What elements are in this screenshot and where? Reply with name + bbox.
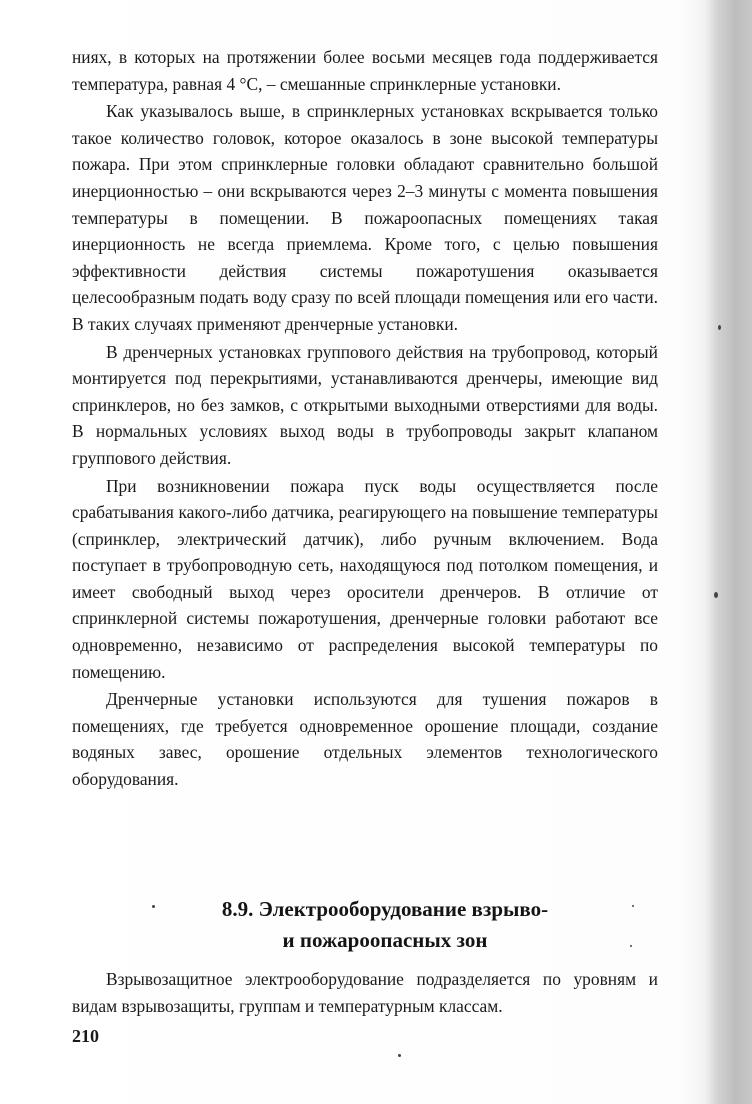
scan-speck [714,592,718,598]
scan-speck [152,905,155,908]
scan-speck [718,325,721,330]
paragraph-sprinkler-inertia: Как указывалось выше, в спринклерных установках вскрывается только такое количество головок, которое оказалось в зоне высокой температуры пожара. При этом спринклерные головки обладают сравнительно большой инерционностью – они вскрываются через 2–3 минуты с момента повышения температуры в помещении. В пожароопасных помещениях такая инерционность не всегда приемлема. Кроме того, с целью повышения эффективности действия системы пожаротушения оказывается целесообразным подать воду сразу по всей площади помещения или его части. В таких случаях применяют дренчерные установки. [72,101,658,334]
section-heading [72,894,658,956]
scan-speck [632,905,634,907]
scan-speck [630,945,632,947]
paragraph-explosion-proof: Взрывозащитное электрооборудование подразделяется по уровням и видам взрывозащиты, группам и температурным классам. [72,969,658,1016]
paragraph-deluge-usage: Дренчерные установки используются для тушения пожаров в помещениях, где требуется одновременное орошение площади, создание водяных завес, орошение отдельных элементов технологического оборудования. [72,689,658,790]
section-body [72,966,658,1019]
paragraph-deluge-group: В дренчерных установках группового действия на трубопровод, который монтируется под перекрытиями, устанавливаются дренчеры, имеющие вид спринклеров, но без замков, с открытыми выходными отверстиями для воды. В нормальных условиях выход воды в трубопроводы закрыт клапаном группового действия. [72,341,658,468]
paragraph-fire-start: При возникновении пожара пуск воды осуществляется после срабатывания какого-либо датчика, реагирующего на повышение температуры (спринклер, электрический датчик), либо ручным включением. Вода поступает в трубопроводную сеть, находящуюся под потолком помещения, и имеет свободный выход через оросители дренчеров. В отличие от спринклерной системы пожаротушения, дренчерные головки работают все одновременно, независимо от распределения высокой температуры по помещению. [72,475,658,682]
section-heading-line-2: и пожароопасных зон [282,928,488,952]
body-text [72,44,658,793]
page-number: 210 [72,1026,99,1046]
scan-speck [398,1054,401,1057]
paragraph-continuation: ниях, в которых на протяжении более восьми месяцев года поддерживается температура, равная 4 °С, – смешанные спринклерные установки. [72,47,658,94]
section-heading-line-1: 8.9. Электрооборудование взрыво- [221,897,549,921]
